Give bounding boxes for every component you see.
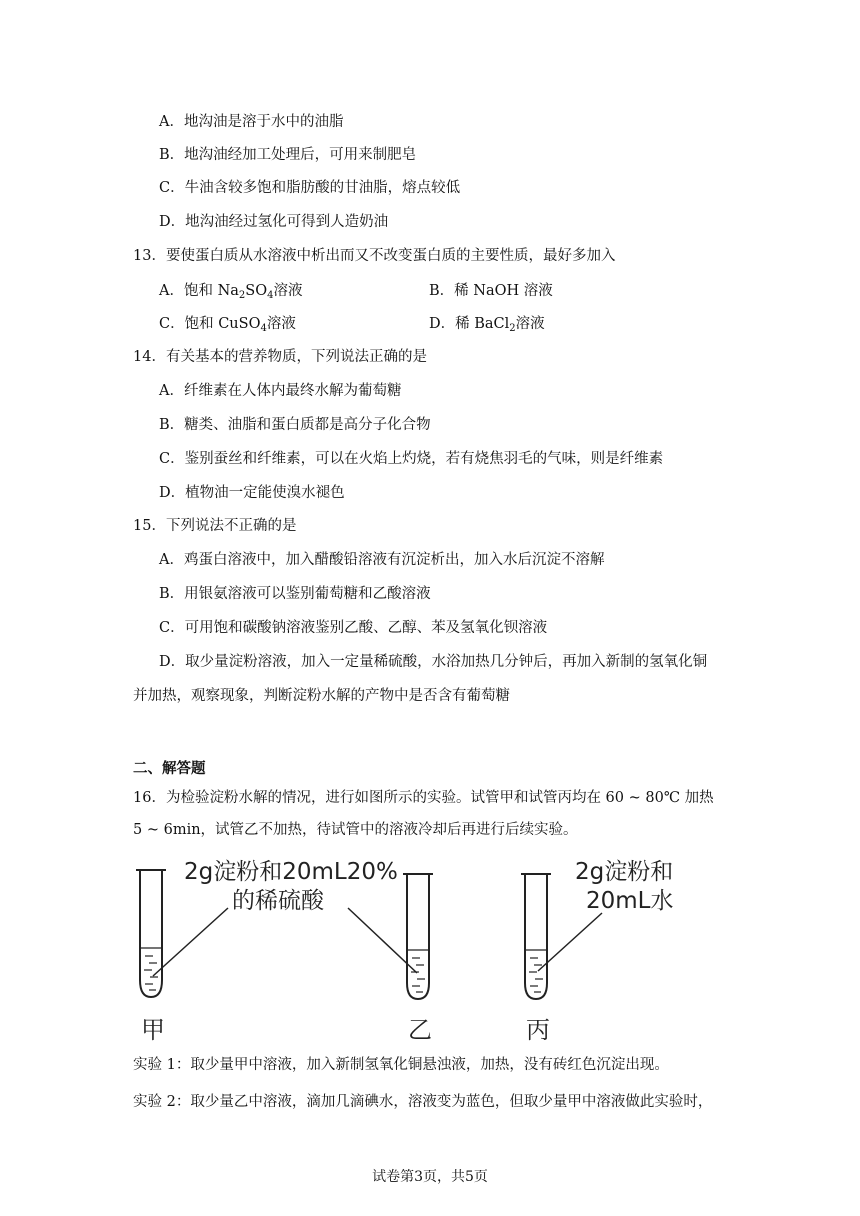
label-water-line2: 20mL水 [586, 888, 674, 914]
experiment-1: 实验 1：取少量甲中溶液，加入新制氢氧化铜悬浊液，加热，没有砖红色沉淀出现。 [133, 1057, 669, 1073]
q15-option-d: D．取少量淀粉溶液，加入一定量稀硫酸，水浴加热几分钟后，再加入新制的氢氧化铜 [159, 654, 708, 670]
label-acid-line2: 的稀硫酸 [232, 888, 324, 914]
q13-option-d: D．稀 BaCl$_2$溶液 [429, 316, 545, 334]
q15-option-d-continued: 并加热，观察现象，判断淀粉水解的产物中是否含有葡萄糖 [133, 688, 510, 704]
q12-option-d: D．地沟油经过氢化可得到人造奶油 [159, 214, 389, 230]
q14-option-c: C．鉴别蚕丝和纤维素，可以在火焰上灼烧，若有烧焦羽毛的气味，则是纤维素 [159, 451, 664, 467]
section-heading: 二、解答题 [133, 760, 206, 777]
pointer-jia [153, 908, 228, 976]
q16-stem-line2: 5 ~ 6min，试管乙不加热，待试管中的溶液冷却后再进行后续实验。 [133, 822, 578, 838]
q15-stem: 15．下列说法不正确的是 [133, 518, 297, 534]
q14-option-d: D．植物油一定能使溴水褪色 [159, 485, 345, 501]
label-water-line1: 2g淀粉和 [575, 859, 674, 885]
tube-label-bing: 丙 [526, 1016, 550, 1044]
experiment-2: 实验 2：取少量乙中溶液，滴加几滴碘水，溶液变为蓝色，但取少量甲中溶液做此实验时， [133, 1094, 713, 1110]
q14-option-a: A．纤维素在人体内最终水解为葡萄糖 [159, 383, 402, 399]
q16-stem-line1: 16．为检验淀粉水解的情况，进行如图所示的实验。试管甲和试管丙均在 60 ~ 80℃ 加热 [133, 790, 714, 806]
q15-option-a: A．鸡蛋白溶液中，加入醋酸铅溶液有沉淀析出，加入水后沉淀不溶解 [159, 552, 605, 568]
q13-option-a: A．饱和 $Na_2SO_4$溶液 [159, 283, 303, 301]
q13-stem: 13．要使蛋白质从水溶液中析出而又不改变蛋白质的主要性质，最好多加入 [133, 248, 616, 264]
q15-option-b: B．用银氨溶液可以鉴别葡萄糖和乙酸溶液 [159, 586, 431, 602]
test-tube-figure [120, 850, 700, 1045]
q14-stem: 14．有关基本的营养物质，下列说法正确的是 [133, 349, 427, 365]
tube-yi [407, 874, 429, 999]
tube-bing [525, 874, 547, 999]
page-footer: 试卷第3页，共5页 [372, 1169, 488, 1185]
tube-label-jia: 甲 [141, 1016, 165, 1044]
q13-option-b: B．稀 NaOH 溶液 [429, 283, 553, 299]
q12-option-c: C．牛油含较多饱和脂肪酸的甘油脂，熔点较低 [159, 180, 461, 196]
tube-label-yi: 乙 [408, 1016, 432, 1044]
label-acid-line1: 2g淀粉和20mL20% [184, 859, 398, 885]
q15-option-c: C．可用饱和碳酸钠溶液鉴别乙酸、乙醇、苯及氢氧化钡溶液 [159, 620, 548, 636]
q12-option-b: B．地沟油经加工处理后，可用来制肥皂 [159, 147, 417, 163]
q13-option-c: C．饱和 CuSO$_4$溶液 [159, 316, 296, 334]
tube-jia [140, 870, 162, 997]
q14-option-b: B．糖类、油脂和蛋白质都是高分子化合物 [159, 417, 431, 433]
q12-option-a: A．地沟油是溶于水中的油脂 [159, 114, 344, 130]
